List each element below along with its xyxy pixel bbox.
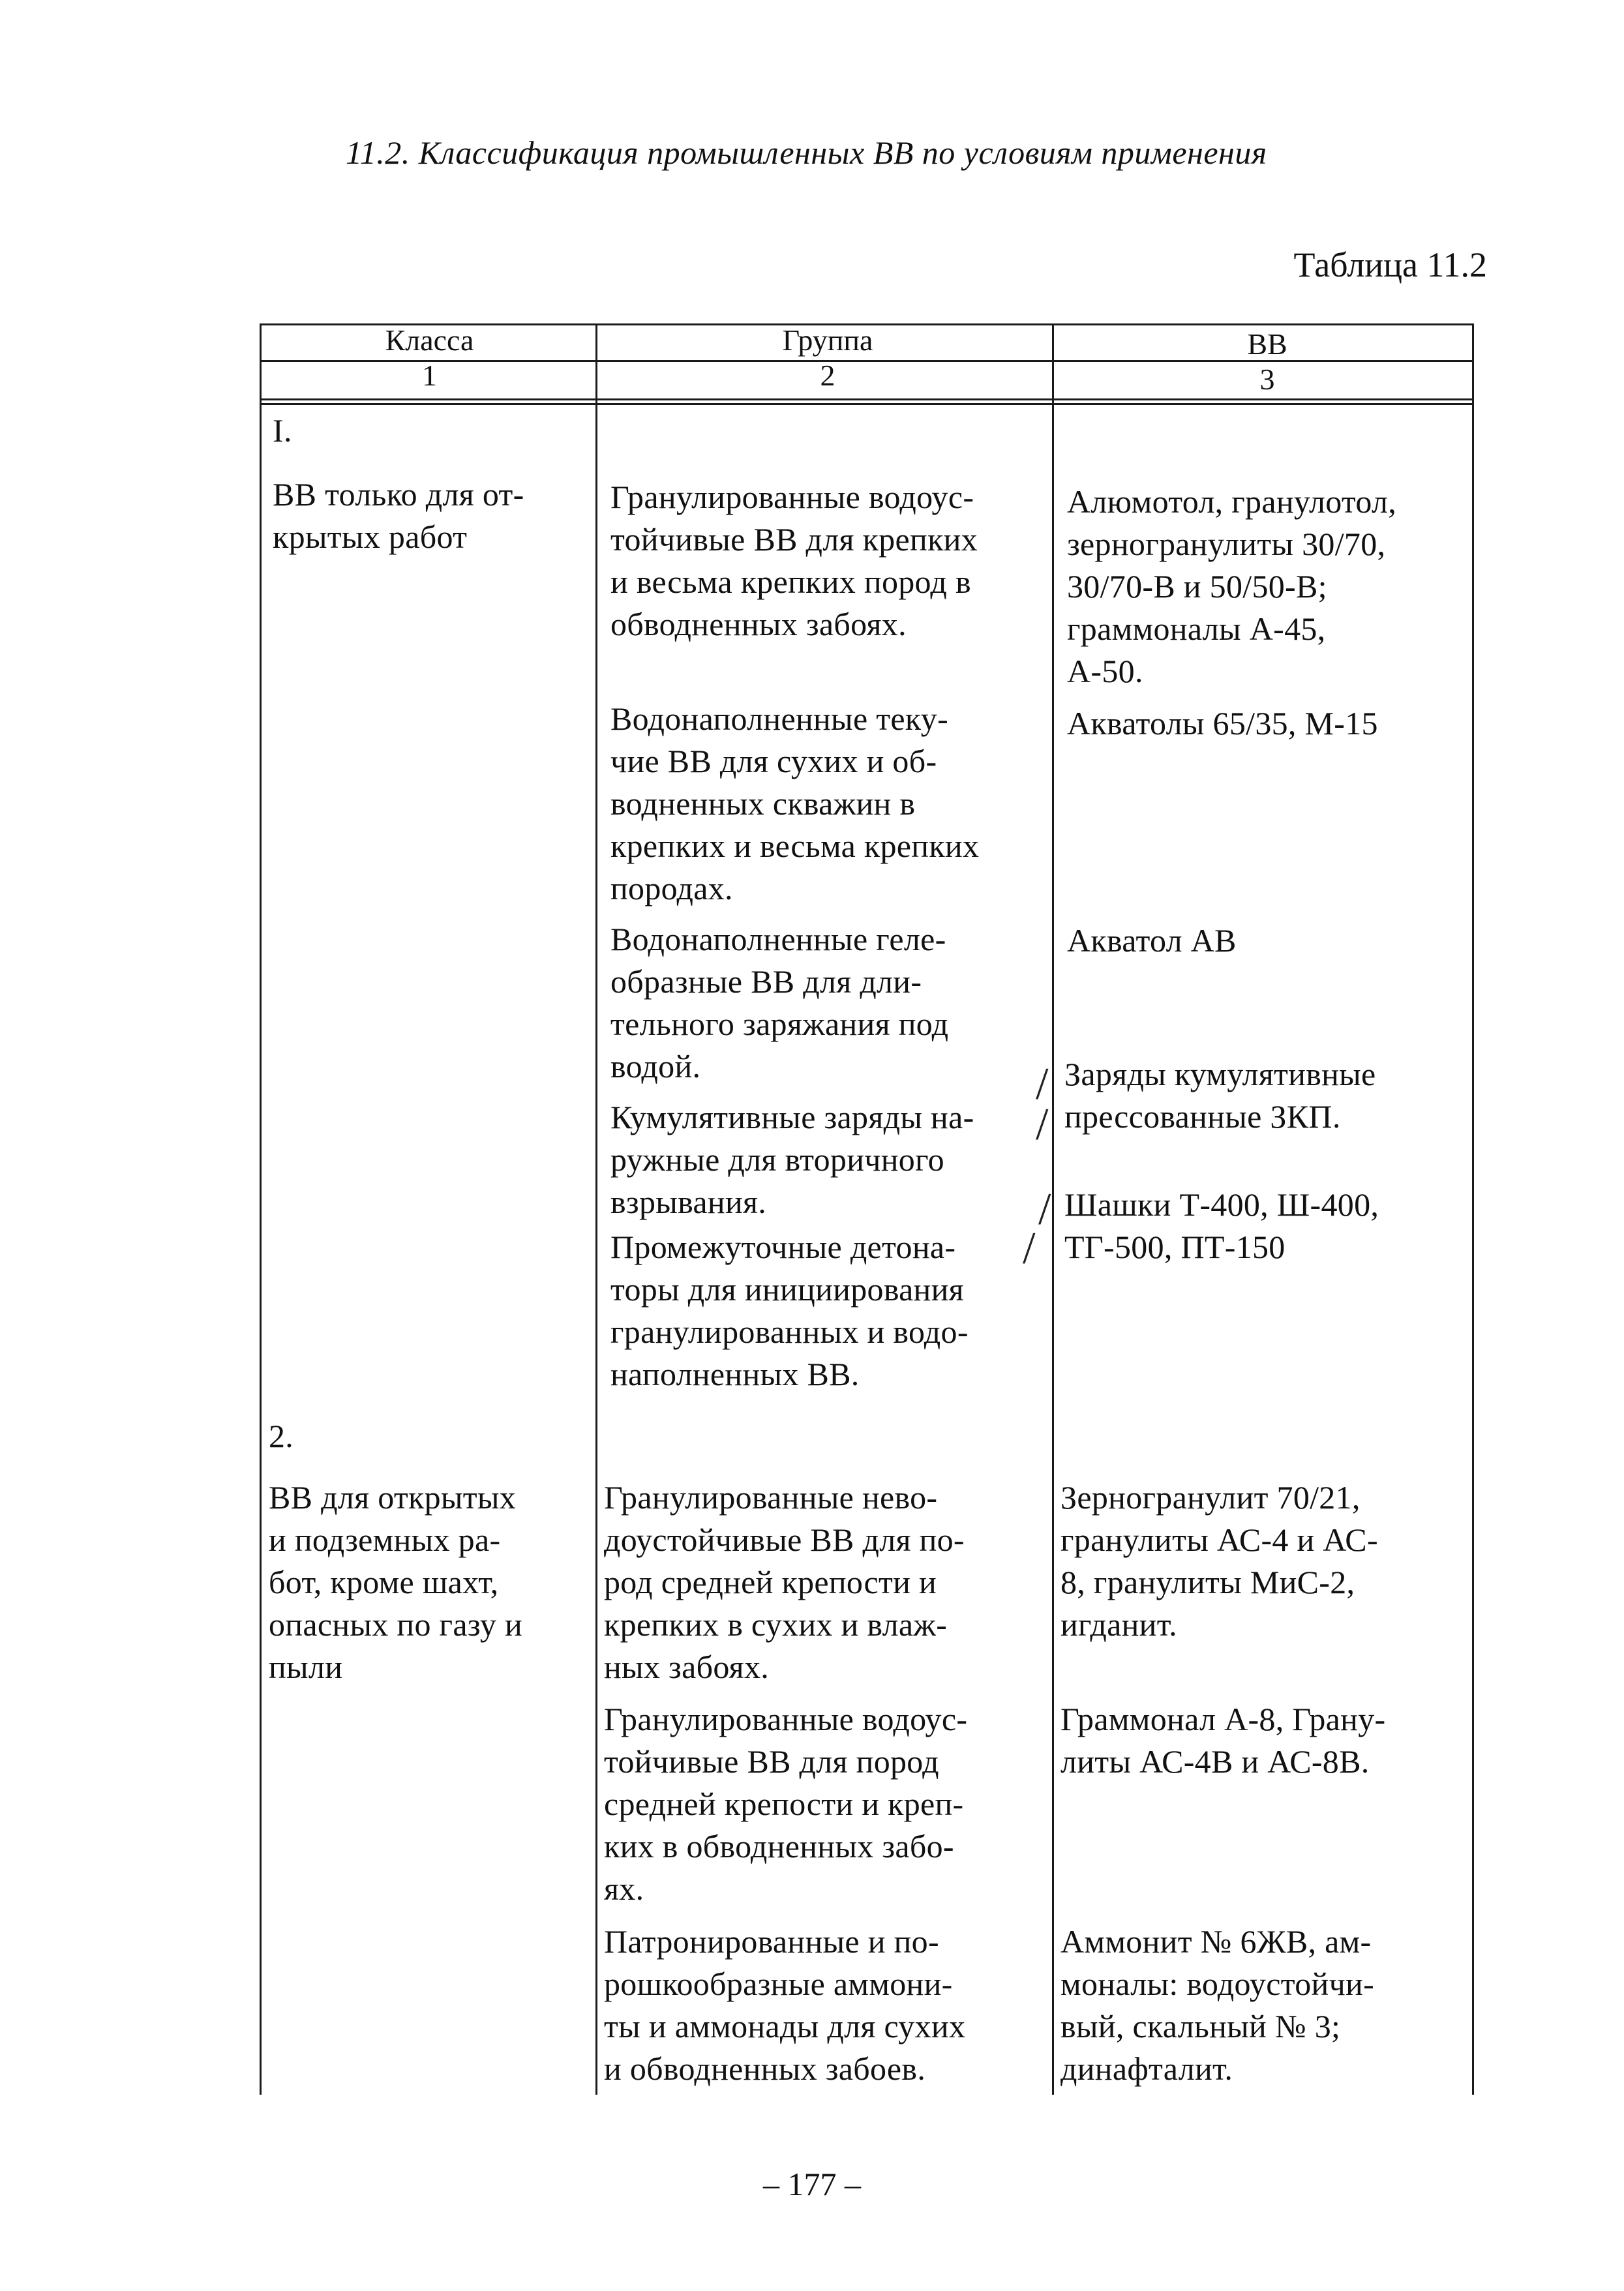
explosives-cell: Алюмотол, гранулотол, зерногранулиты 30/70, 30/70-В и 50/50-В; граммоналы А-45, А-50. <box>1067 483 1397 689</box>
explosives-cell: Заряды кумулятивные прессованные ЗКП. <box>1064 1056 1376 1135</box>
column-number-1: 1 <box>422 359 437 392</box>
explosives-cell: Аммонит № 6ЖВ, ам- моналы: водоустойчи- вый, скальный № 3; динафталит. <box>1060 1923 1375 2087</box>
group-cell: Гранулированные водоус- тойчивые ВВ для крепких и весьма крепких пород в обводненных забоях. <box>610 479 978 642</box>
header-bottom-rule <box>260 403 1474 405</box>
explosives-cell: Акватолы 65/35, М-15 <box>1067 705 1378 741</box>
explosives-cell: Шашки Т-400, Ш-400, ТГ-500, ПТ-150 <box>1064 1186 1379 1265</box>
table-right-border <box>1472 323 1474 2095</box>
group-cell: Патронированные и по- рошкообразные аммони- ты и аммонады для сухих и обводненных забоев. <box>604 1923 966 2087</box>
header-explosives: ВВ <box>1247 327 1287 361</box>
header-class: Класса <box>385 323 474 357</box>
pen-slash-mark: / <box>1038 1184 1051 1235</box>
pen-slash-mark: / <box>1036 1059 1049 1109</box>
explosives-cell: Зерногранулит 70/21, гранулиты АС-4 и АС- 8, гранулиты МиС-2, игданит. <box>1060 1479 1378 1643</box>
table-header <box>260 323 1474 400</box>
group-cell: Гранулированные нево- доустойчивые ВВ для по- род средней крепости и крепких в сухих и влаж- ных забоях. <box>604 1479 965 1685</box>
column-number-2: 2 <box>820 359 835 392</box>
group-cell: Водонаполненные теку- чие ВВ для сухих и об- водненных скважин в крепких и весьма крепких породах. <box>610 700 980 906</box>
header-group: Группа <box>782 323 873 357</box>
class-number: 2. <box>269 1418 294 1454</box>
section-heading: 11.2. Классификация промышленных ВВ по условиям применения <box>346 134 1267 171</box>
group-cell: Кумулятивные заряды на- ружные для вторичного взрывания. <box>610 1099 974 1220</box>
explosives-cell: Граммонал А-8, Грану- литы АС-4В и АС-8В. <box>1060 1701 1386 1780</box>
explosives-cell: Акватол АВ <box>1067 922 1237 959</box>
group-cell: Водонаполненные геле- образные ВВ для дли- тельного заряжания под водой. <box>610 921 949 1085</box>
column-number-3: 3 <box>1259 363 1275 396</box>
pen-slash-mark: / <box>1036 1100 1049 1150</box>
table-label: Таблица 11.2 <box>1293 245 1487 284</box>
class-number: I. <box>273 412 292 449</box>
column-divider-1 <box>595 323 597 2095</box>
group-cell: Гранулированные водоус- тойчивые ВВ для пород средней крепости и креп- ких в обводненных забо- ях. <box>604 1701 968 1907</box>
page-number: – 177 – <box>763 2166 861 2202</box>
table-left-border <box>260 323 262 2095</box>
class-name: ВВ для открытых и подземных ра- бот, кроме шахт, опасных по газу и пыли <box>269 1479 523 1685</box>
class-name: ВВ только для от- крытых работ <box>273 476 524 555</box>
column-divider-2 <box>1052 323 1054 2095</box>
pen-slash-mark: / <box>1023 1223 1036 1274</box>
group-cell: Промежуточные детона- торы для инициирования гранулированных и водо- наполненных ВВ. <box>610 1229 969 1392</box>
